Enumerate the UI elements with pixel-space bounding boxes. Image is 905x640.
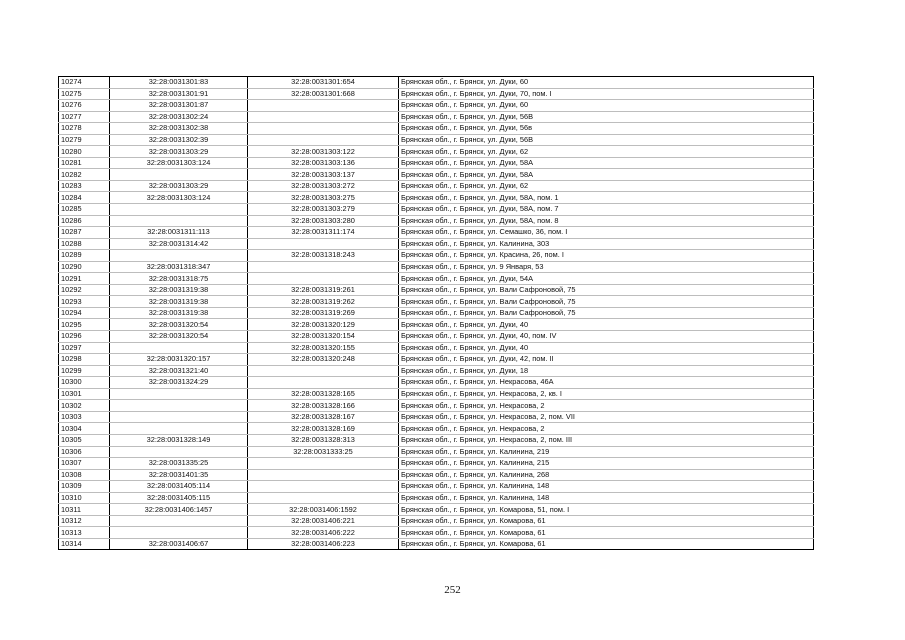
object-cadastral-number-cell: 32:28:0031320:248 — [248, 354, 399, 366]
cadastral-number-cell: 32:28:0031311:113 — [110, 227, 248, 239]
table-row — [59, 146, 814, 158]
object-cadastral-number-cell: 32:28:0031328:165 — [248, 388, 399, 400]
row-number-cell: 10291 — [59, 273, 110, 285]
address-cell: Брянская обл., г. Брянск, ул. Дуки, 40 — [399, 319, 814, 331]
table-row — [59, 88, 814, 100]
cadastral-number-cell — [110, 446, 248, 458]
object-cadastral-number-cell — [248, 261, 399, 273]
object-cadastral-number-cell — [248, 492, 399, 504]
table-row — [59, 215, 814, 227]
address-cell: Брянская обл., г. Брянск, ул. Калинина, 303 — [399, 238, 814, 250]
address-cell: Брянская обл., г. Брянск, ул. Дуки, 42, пом. II — [399, 354, 814, 366]
cadastral-number-cell: 32:28:0031320:157 — [110, 354, 248, 366]
table-row — [59, 515, 814, 527]
address-cell: Брянская обл., г. Брянск, ул. Дуки, 58А — [399, 157, 814, 169]
cadastral-number-cell — [110, 527, 248, 539]
table-row — [59, 204, 814, 216]
row-number-cell: 10289 — [59, 250, 110, 262]
address-cell: Брянская обл., г. Брянск, ул. Комарова, 61 — [399, 515, 814, 527]
table-row — [59, 446, 814, 458]
object-cadastral-number-cell: 32:28:0031303:272 — [248, 180, 399, 192]
object-cadastral-number-cell: 32:28:0031406:222 — [248, 527, 399, 539]
row-number-cell: 10280 — [59, 146, 110, 158]
cadastral-number-cell: 32:28:0031319:38 — [110, 307, 248, 319]
registry-table-body — [59, 77, 814, 550]
object-cadastral-number-cell — [248, 134, 399, 146]
row-number-cell: 10287 — [59, 227, 110, 239]
cadastral-number-cell — [110, 388, 248, 400]
row-number-cell: 10311 — [59, 504, 110, 516]
table-row — [59, 123, 814, 135]
row-number-cell: 10290 — [59, 261, 110, 273]
row-number-cell: 10285 — [59, 204, 110, 216]
address-cell: Брянская обл., г. Брянск, ул. Дуки, 60 — [399, 77, 814, 89]
cadastral-number-cell: 32:28:0031303:29 — [110, 180, 248, 192]
row-number-cell: 10283 — [59, 180, 110, 192]
row-number-cell: 10294 — [59, 307, 110, 319]
row-number-cell: 10286 — [59, 215, 110, 227]
table-row — [59, 238, 814, 250]
cadastral-number-cell: 32:28:0031405:114 — [110, 481, 248, 493]
table-row — [59, 307, 814, 319]
address-cell: Брянская обл., г. Брянск, ул. Дуки, 58А, пом. 1 — [399, 192, 814, 204]
address-cell: Брянская обл., г. Брянск, ул. Красина, 26, пом. I — [399, 250, 814, 262]
address-cell: Брянская обл., г. Брянск, ул. Вали Сафроновой, 75 — [399, 296, 814, 308]
address-cell: Брянская обл., г. Брянск, ул. Некрасова, 2 — [399, 423, 814, 435]
cadastral-number-cell: 32:28:0031302:39 — [110, 134, 248, 146]
row-number-cell: 10275 — [59, 88, 110, 100]
object-cadastral-number-cell: 32:28:0031319:262 — [248, 296, 399, 308]
row-number-cell: 10307 — [59, 458, 110, 470]
address-cell: Брянская обл., г. Брянск, ул. Калинина, 148 — [399, 481, 814, 493]
cadastral-number-cell: 32:28:0031319:38 — [110, 284, 248, 296]
row-number-cell: 10288 — [59, 238, 110, 250]
table-row — [59, 423, 814, 435]
object-cadastral-number-cell: 32:28:0031320:154 — [248, 331, 399, 343]
table-row — [59, 400, 814, 412]
table-row — [59, 261, 814, 273]
cadastral-number-cell: 32:28:0031405:115 — [110, 492, 248, 504]
object-cadastral-number-cell: 32:28:0031406:221 — [248, 515, 399, 527]
table-row — [59, 250, 814, 262]
object-cadastral-number-cell: 32:28:0031311:174 — [248, 227, 399, 239]
cadastral-number-cell: 32:28:0031401:35 — [110, 469, 248, 481]
row-number-cell: 10300 — [59, 377, 110, 389]
address-cell: Брянская обл., г. Брянск, ул. Некрасова, 2 — [399, 400, 814, 412]
object-cadastral-number-cell: 32:28:0031301:654 — [248, 77, 399, 89]
row-number-cell: 10299 — [59, 365, 110, 377]
address-cell: Брянская обл., г. Брянск, ул. Калинина, 215 — [399, 458, 814, 470]
address-cell: Брянская обл., г. Брянск, ул. Дуки, 40 — [399, 342, 814, 354]
table-row — [59, 469, 814, 481]
address-cell: Брянская обл., г. Брянск, ул. Некрасова, 2, кв. I — [399, 388, 814, 400]
address-cell: Брянская обл., г. Брянск, ул. Некрасова, 2, пом. III — [399, 434, 814, 446]
table-row — [59, 284, 814, 296]
table-row — [59, 180, 814, 192]
cadastral-number-cell: 32:28:0031324:29 — [110, 377, 248, 389]
address-cell: Брянская обл., г. Брянск, ул. Дуки, 18 — [399, 365, 814, 377]
object-cadastral-number-cell — [248, 458, 399, 470]
cadastral-number-cell — [110, 342, 248, 354]
address-cell: Брянская обл., г. Брянск, ул. Калинина, 148 — [399, 492, 814, 504]
row-number-cell: 10306 — [59, 446, 110, 458]
table-row — [59, 538, 814, 550]
table-row — [59, 77, 814, 89]
object-cadastral-number-cell: 32:28:0031303:279 — [248, 204, 399, 216]
object-cadastral-number-cell — [248, 377, 399, 389]
address-cell: Брянская обл., г. Брянск, ул. Комарова, 51, пом. I — [399, 504, 814, 516]
table-row — [59, 157, 814, 169]
address-cell: Брянская обл., г. Брянск, ул. Дуки, 70, пом. I — [399, 88, 814, 100]
row-number-cell: 10305 — [59, 434, 110, 446]
object-cadastral-number-cell: 32:28:0031328:166 — [248, 400, 399, 412]
row-number-cell: 10308 — [59, 469, 110, 481]
cadastral-number-cell — [110, 215, 248, 227]
cadastral-number-cell — [110, 411, 248, 423]
address-cell: Брянская обл., г. Брянск, ул. Дуки, 58А, пом. 7 — [399, 204, 814, 216]
table-row — [59, 354, 814, 366]
address-cell: Брянская обл., г. Брянск, ул. Комарова, 61 — [399, 538, 814, 550]
address-cell: Брянская обл., г. Брянск, ул. Семашко, 36, пом. I — [399, 227, 814, 239]
row-number-cell: 10278 — [59, 123, 110, 135]
object-cadastral-number-cell — [248, 123, 399, 135]
table-row — [59, 319, 814, 331]
table-row — [59, 273, 814, 285]
row-number-cell: 10277 — [59, 111, 110, 123]
table-row — [59, 192, 814, 204]
object-cadastral-number-cell — [248, 100, 399, 112]
table-row — [59, 411, 814, 423]
cadastral-number-cell — [110, 400, 248, 412]
table-row — [59, 527, 814, 539]
address-cell: Брянская обл., г. Брянск, ул. Дуки, 40, пом. IV — [399, 331, 814, 343]
object-cadastral-number-cell: 32:28:0031328:167 — [248, 411, 399, 423]
address-cell: Брянская обл., г. Брянск, ул. Дуки, 56в — [399, 123, 814, 135]
object-cadastral-number-cell: 32:28:0031320:129 — [248, 319, 399, 331]
address-cell: Брянская обл., г. Брянск, ул. Дуки, 62 — [399, 146, 814, 158]
cadastral-number-cell: 32:28:0031301:87 — [110, 100, 248, 112]
table-row — [59, 481, 814, 493]
table-row — [59, 492, 814, 504]
address-cell: Брянская обл., г. Брянск, ул. Дуки, 58А, пом. 8 — [399, 215, 814, 227]
address-cell: Брянская обл., г. Брянск, ул. Дуки, 56В — [399, 134, 814, 146]
row-number-cell: 10314 — [59, 538, 110, 550]
table-row — [59, 504, 814, 516]
row-number-cell: 10312 — [59, 515, 110, 527]
table-row — [59, 434, 814, 446]
address-cell: Брянская обл., г. Брянск, ул. Калинина, 219 — [399, 446, 814, 458]
row-number-cell: 10304 — [59, 423, 110, 435]
cadastral-number-cell: 32:28:0031303:124 — [110, 192, 248, 204]
address-cell: Брянская обл., г. Брянск, ул. Вали Сафроновой, 75 — [399, 307, 814, 319]
table-row — [59, 365, 814, 377]
object-cadastral-number-cell: 32:28:0031303:136 — [248, 157, 399, 169]
object-cadastral-number-cell: 32:28:0031301:668 — [248, 88, 399, 100]
cadastral-number-cell: 32:28:0031319:38 — [110, 296, 248, 308]
cadastral-number-cell — [110, 169, 248, 181]
row-number-cell: 10302 — [59, 400, 110, 412]
object-cadastral-number-cell — [248, 469, 399, 481]
address-cell: Брянская обл., г. Брянск, ул. Вали Сафроновой, 75 — [399, 284, 814, 296]
row-number-cell: 10279 — [59, 134, 110, 146]
row-number-cell: 10274 — [59, 77, 110, 89]
row-number-cell: 10281 — [59, 157, 110, 169]
table-row — [59, 377, 814, 389]
cadastral-number-cell — [110, 204, 248, 216]
object-cadastral-number-cell: 32:28:0031406:1592 — [248, 504, 399, 516]
cadastral-number-cell — [110, 423, 248, 435]
address-cell: Брянская обл., г. Брянск, ул. Дуки, 54А — [399, 273, 814, 285]
object-cadastral-number-cell: 32:28:0031303:137 — [248, 169, 399, 181]
object-cadastral-number-cell: 32:28:0031320:155 — [248, 342, 399, 354]
table-row — [59, 134, 814, 146]
object-cadastral-number-cell: 32:28:0031319:269 — [248, 307, 399, 319]
row-number-cell: 10295 — [59, 319, 110, 331]
cadastral-number-cell — [110, 515, 248, 527]
address-cell: Брянская обл., г. Брянск, ул. Калинина, 268 — [399, 469, 814, 481]
object-cadastral-number-cell: 32:28:0031303:275 — [248, 192, 399, 204]
page-number: 252 — [444, 584, 461, 596]
row-number-cell: 10284 — [59, 192, 110, 204]
row-number-cell: 10303 — [59, 411, 110, 423]
row-number-cell: 10301 — [59, 388, 110, 400]
address-cell: Брянская обл., г. Брянск, ул. Дуки, 60 — [399, 100, 814, 112]
row-number-cell: 10310 — [59, 492, 110, 504]
cadastral-number-cell: 32:28:0031301:83 — [110, 77, 248, 89]
table-row — [59, 169, 814, 181]
row-number-cell: 10292 — [59, 284, 110, 296]
cadastral-number-cell: 32:28:0031406:67 — [110, 538, 248, 550]
cadastral-number-cell: 32:28:0031302:24 — [110, 111, 248, 123]
table-row — [59, 227, 814, 239]
row-number-cell: 10276 — [59, 100, 110, 112]
cadastral-number-cell: 32:28:0031303:124 — [110, 157, 248, 169]
cadastral-number-cell: 32:28:0031318:347 — [110, 261, 248, 273]
row-number-cell: 10298 — [59, 354, 110, 366]
address-cell: Брянская обл., г. Брянск, ул. Дуки, 58А — [399, 169, 814, 181]
table-row — [59, 342, 814, 354]
cadastral-number-cell: 32:28:0031314:42 — [110, 238, 248, 250]
cadastral-number-cell — [110, 250, 248, 262]
row-number-cell: 10293 — [59, 296, 110, 308]
cadastral-number-cell: 32:28:0031320:54 — [110, 331, 248, 343]
cadastral-number-cell: 32:28:0031320:54 — [110, 319, 248, 331]
cadastral-number-cell: 32:28:0031318:75 — [110, 273, 248, 285]
cadastral-number-cell: 32:28:0031328:149 — [110, 434, 248, 446]
table-row — [59, 331, 814, 343]
object-cadastral-number-cell — [248, 481, 399, 493]
address-cell: Брянская обл., г. Брянск, ул. Дуки, 56В — [399, 111, 814, 123]
object-cadastral-number-cell: 32:28:0031328:313 — [248, 434, 399, 446]
object-cadastral-number-cell: 32:28:0031303:122 — [248, 146, 399, 158]
cadastral-number-cell: 32:28:0031301:91 — [110, 88, 248, 100]
cadastral-number-cell: 32:28:0031321:40 — [110, 365, 248, 377]
object-cadastral-number-cell — [248, 238, 399, 250]
cadastral-number-cell: 32:28:0031303:29 — [110, 146, 248, 158]
table-row — [59, 100, 814, 112]
table-row — [59, 458, 814, 470]
cadastral-number-cell: 32:28:0031302:38 — [110, 123, 248, 135]
object-cadastral-number-cell: 32:28:0031328:169 — [248, 423, 399, 435]
object-cadastral-number-cell: 32:28:0031406:223 — [248, 538, 399, 550]
cadastral-number-cell: 32:28:0031406:1457 — [110, 504, 248, 516]
object-cadastral-number-cell: 32:28:0031318:243 — [248, 250, 399, 262]
object-cadastral-number-cell — [248, 111, 399, 123]
property-registry-table — [58, 76, 814, 550]
address-cell: Брянская обл., г. Брянск, ул. Дуки, 62 — [399, 180, 814, 192]
cadastral-number-cell: 32:28:0031335:25 — [110, 458, 248, 470]
address-cell: Брянская обл., г. Брянск, ул. 9 Января, 53 — [399, 261, 814, 273]
object-cadastral-number-cell: 32:28:0031333:25 — [248, 446, 399, 458]
row-number-cell: 10309 — [59, 481, 110, 493]
address-cell: Брянская обл., г. Брянск, ул. Некрасова, 46А — [399, 377, 814, 389]
table-row — [59, 111, 814, 123]
address-cell: Брянская обл., г. Брянск, ул. Комарова, 61 — [399, 527, 814, 539]
row-number-cell: 10296 — [59, 331, 110, 343]
object-cadastral-number-cell — [248, 273, 399, 285]
row-number-cell: 10313 — [59, 527, 110, 539]
row-number-cell: 10297 — [59, 342, 110, 354]
object-cadastral-number-cell: 32:28:0031303:280 — [248, 215, 399, 227]
row-number-cell: 10282 — [59, 169, 110, 181]
object-cadastral-number-cell — [248, 365, 399, 377]
table-row — [59, 388, 814, 400]
address-cell: Брянская обл., г. Брянск, ул. Некрасова, 2, пом. VII — [399, 411, 814, 423]
object-cadastral-number-cell: 32:28:0031319:261 — [248, 284, 399, 296]
table-row — [59, 296, 814, 308]
